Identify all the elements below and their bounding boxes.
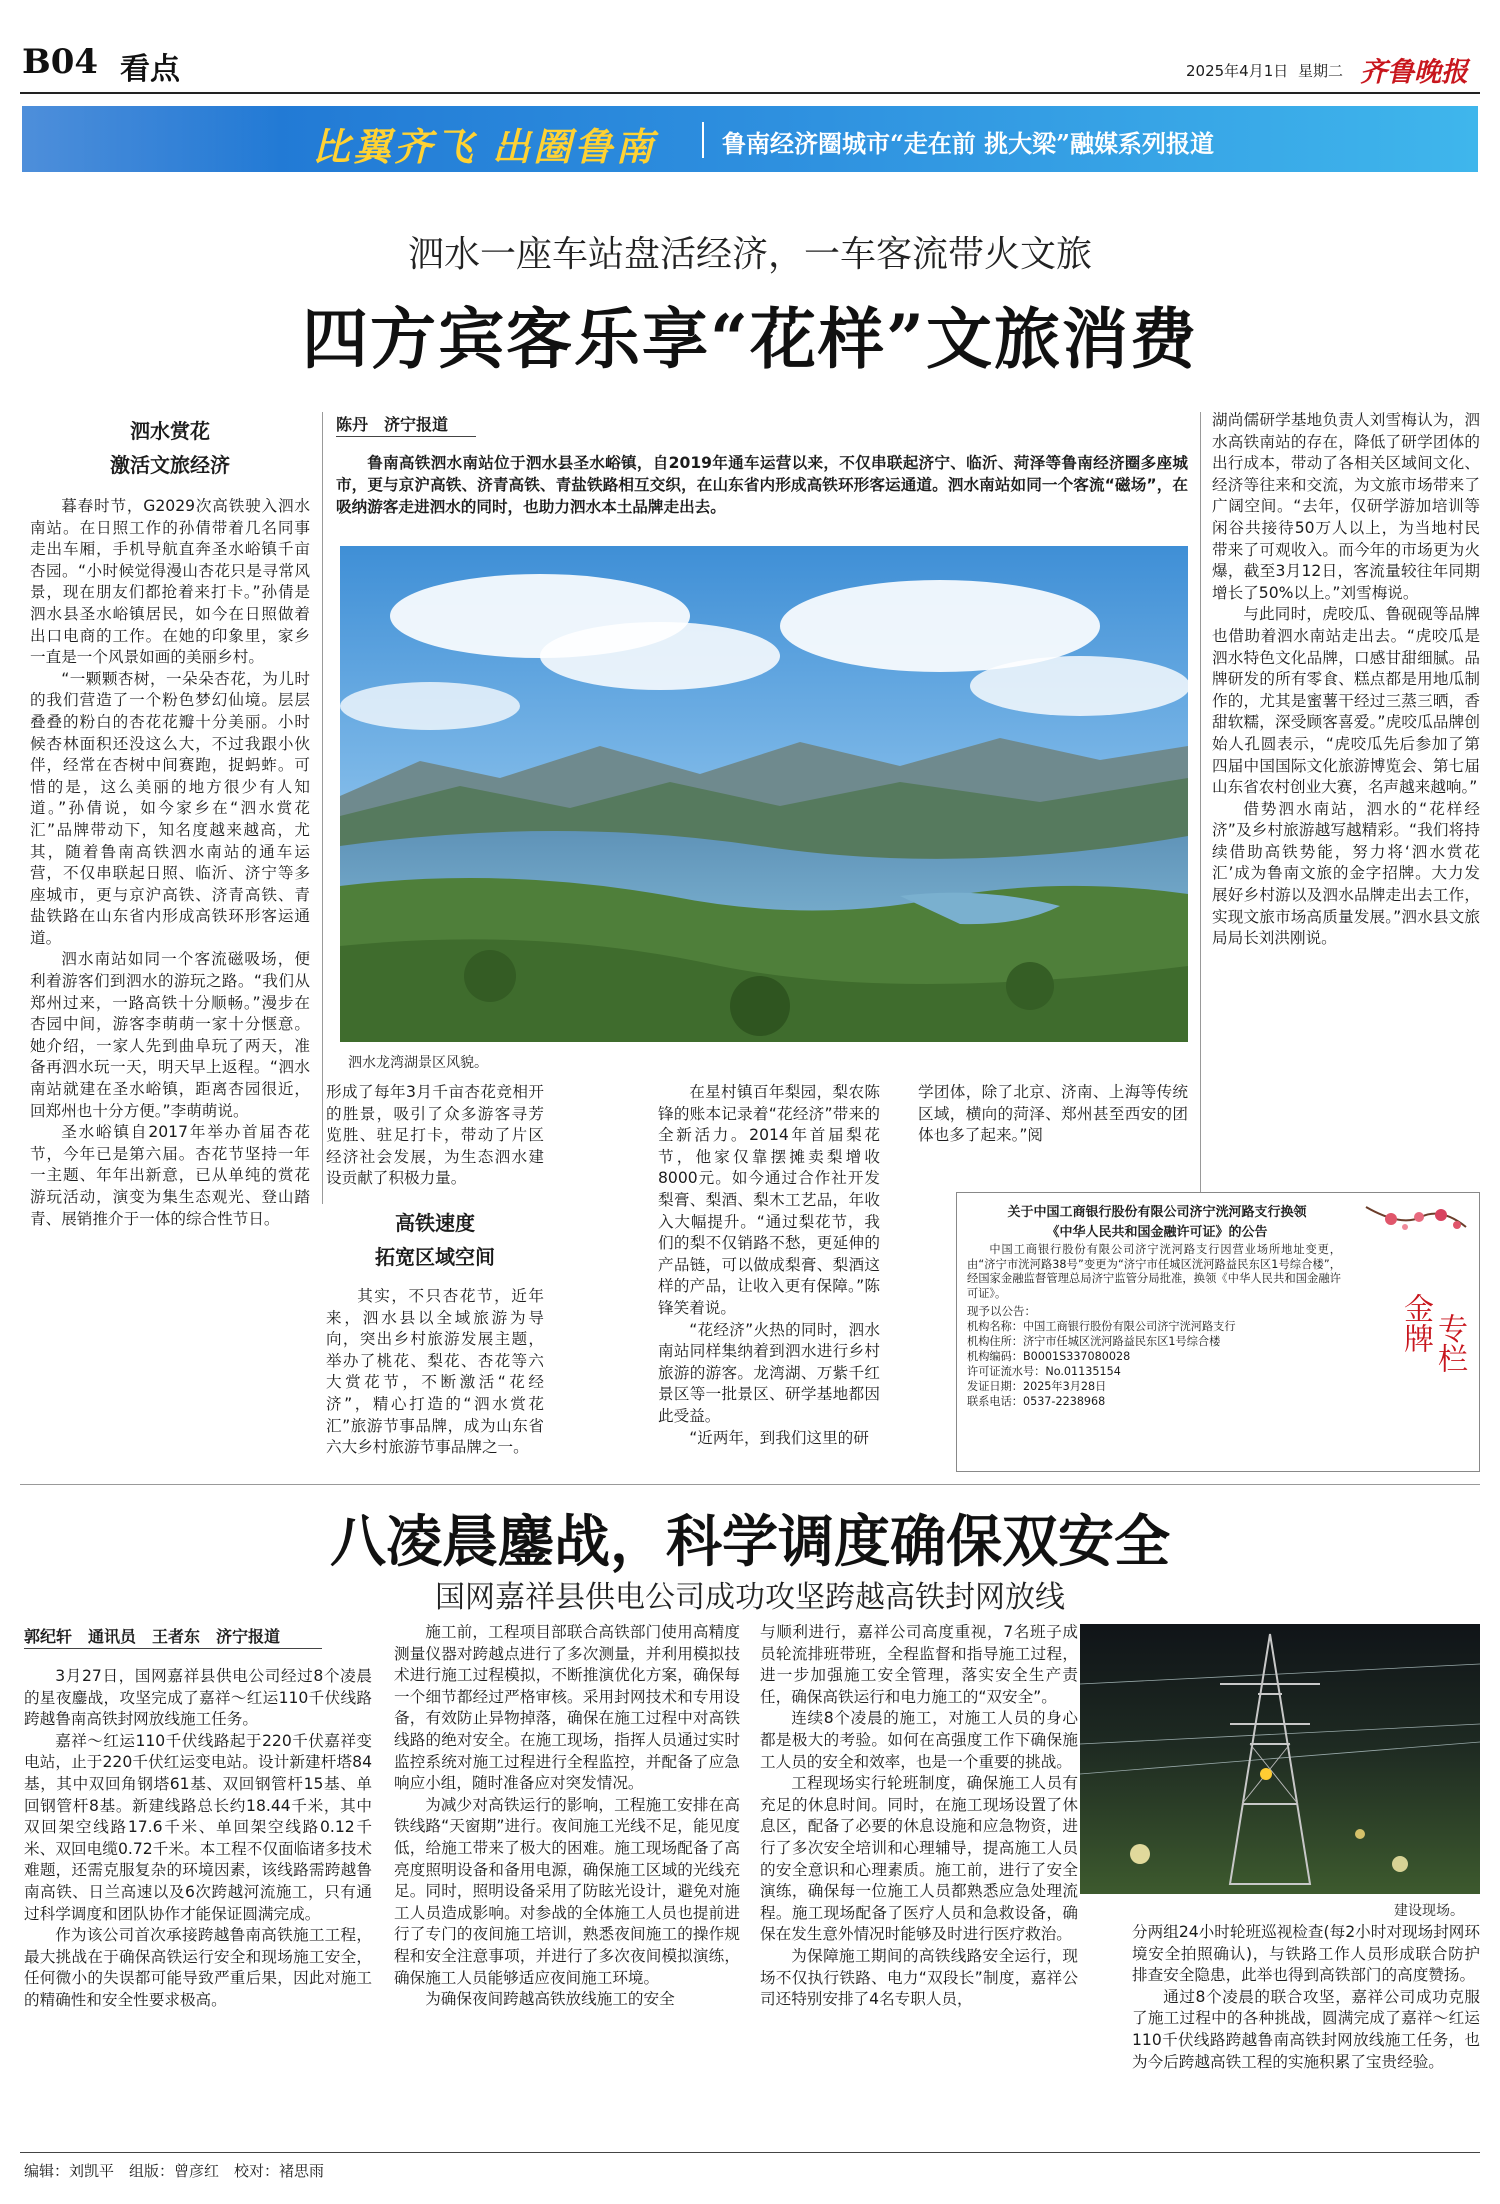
plum-blossom-icon: [1361, 1197, 1471, 1287]
paragraph: 作为该公司首次承接跨越鲁南高铁施工工程，最大挑战在于确保高铁运行安全和现场施工安全，任何微小的失误都可能导致严重后果，因此对施工的精确性和安全性要求极高。: [24, 1926, 372, 2009]
section-title: 激活文旅经济: [110, 453, 230, 477]
article2-column-3: [760, 1622, 1078, 2011]
notice-row: 联系电话：0537-2238968: [967, 1395, 1106, 1408]
section-title: 高铁速度: [395, 1210, 475, 1235]
lake-landscape-image: [340, 546, 1188, 1042]
article2-photo: [1080, 1624, 1480, 1894]
article2-photo-caption: 建设现场。: [1394, 1903, 1464, 1919]
footer-rule: [20, 2152, 1480, 2153]
article2-column-2: [394, 1622, 740, 2011]
paragraph: 学团体，除了北京、济南、上海等传统区域，横向的菏泽、郑州甚至西安的团体也多了起来。”阅: [918, 1083, 1188, 1145]
page-code: B04: [22, 42, 99, 82]
article1-column-1: [30, 414, 310, 1230]
article2-subhead: 国网嘉祥县供电公司成功攻坚跨越高铁封网放线: [435, 1580, 1065, 1615]
notice-row: 机构住所：济宁市任城区洸河路益民东区1号综合楼: [967, 1335, 1221, 1348]
paragraph: 借势泗水南站，泗水的“花样经济”及乡村旅游越写越精彩。“我们将持续借助高铁势能，努力将‘泗水赏花汇’成为鲁南文旅的金字招牌。大力发展好乡村游以及泗水品牌走出去工作，实现文旅市场高质量发展。”泗水县文旅局局长刘洪刚说。: [1212, 799, 1480, 948]
paragraph: 施工前，工程项目部联合高铁部门使用高精度测量仪器对跨越点进行了多次测量，并利用模拟技术进行施工过程模拟，不断推演优化方案，确保每一个细节都经过严格审核。采用封网技术和专用设备，有效防止异物掉落，确保在施工过程中对高铁线路的绝对安全。在施工现场，指挥人员通过实时监控系统对施工过程进行全程监控，并配备了应急响应小组，随时准备应对突发情况。: [394, 1623, 740, 1793]
article1-column-3: [658, 1082, 880, 1449]
banner-slogan: 比翼齐飞 出圈鲁南: [312, 124, 657, 169]
article1-byline: 陈丹 济宁报道: [336, 415, 449, 434]
paragraph: 分两组24小时轮班巡视检查(每2小时对现场封网环境安全拍照确认)，与铁路工作人员形成联合防护排查安全隐患，此举也得到高铁部门的高度赞扬。: [1132, 1923, 1480, 1985]
paragraph: 工程现场实行轮班制度，确保施工人员有充足的休息时间。同时，在施工现场设置了休息区，配备了必要的休息设施和应急物资，进行了多次安全培训和心理辅导，提高施工人员的安全意识和心理素质。施工前，进行了安全演练，确保每一位施工人员都熟悉应急处理流程。施工现场配备了医疗人员和急救设备，确保在发生意外情况时能够及时进行医疗救治。: [760, 1774, 1078, 1944]
byline-rule: [336, 436, 476, 437]
issue-date: 2025年4月1日: [1186, 62, 1289, 80]
byline-rule: [24, 1648, 322, 1649]
article1-photo: [340, 546, 1188, 1042]
gold-column-label: 专栏: [1432, 1313, 1467, 1373]
paragraph: 其实，不只杏花节，近年来，泗水县以全域旅游为导向，突出乡村旅游发展主题，举办了桃花、梨花、杏花等六大赏花节，不断激活“花经济”，精心打造的“泗水赏花汇”旅游节事品牌，成为山东省六大乡村旅游节事品牌之一。: [326, 1286, 544, 1457]
masthead-logo: 齐鲁晚报: [1360, 57, 1468, 88]
section-title: 泗水赏花: [130, 419, 210, 443]
paragraph: “近两年，到我们这里的研: [689, 1428, 869, 1447]
paragraph: 连续8个凌晨的施工，对施工人员的身心都是极大的考验。如何在高强度工作下确保施工人员的安全和效率，也是一个重要的挑战。: [760, 1709, 1078, 1771]
article1-kicker: 泗水一座车站盘活经济，一车客流带火文旅: [407, 234, 1092, 275]
article1-headline: 四方宾客乐享“花样”文旅消费: [302, 300, 1198, 378]
article2-column-1: [24, 1666, 372, 2012]
col-rule: [1200, 412, 1201, 1192]
article1-column-4: [918, 1082, 1188, 1147]
bank-notice: [956, 1192, 1480, 1472]
paragraph: 形成了每年3月千亩杏花竞相开的胜景，吸引了众多游客寻芳览胜、驻足打卡，带动了片区经济社会发展，为生态泗水建设贡献了积极力量。: [326, 1083, 544, 1188]
banner-divider: [702, 122, 704, 158]
paragraph: 在星村镇百年梨园，梨农陈锋的账本记录着“花经济”带来的全新活力。2014年首届梨花节，他家仅靠摆摊卖梨增收8000元。如今通过合作社开发梨膏、梨酒、梨木工艺品，年收入大幅提升。“通过梨花节，我们的梨不仅销路不愁，更延伸的产品链，可以做成梨膏、梨酒这样的产品，让收入更有保障。”陈锋笑着说。: [658, 1083, 880, 1317]
notice-row: 许可证流水号：No.01135154: [967, 1365, 1121, 1378]
article1-photo-caption: 泗水龙湾湖景区风貌。: [348, 1055, 488, 1071]
article1-lead: 鲁南高铁泗水南站位于泗水县圣水峪镇，自2019年通车运营以来，不仅串联起济宁、临沂、菏泽等鲁南经济圈多座城市，更与京沪高铁、济青高铁、青盐铁路相互交织，在山东省内形成高铁环形客运通道。泗水南站如同一个客流“磁场”，在吸纳游客走进泗水的同时，也助力泗水本土品牌走出去。: [336, 454, 1188, 516]
issue-weekday: 星期二: [1298, 62, 1344, 80]
banner-series: 鲁南经济圈城市“走在前 挑大梁”融媒系列报道: [722, 129, 1214, 158]
notice-row: 机构编码：B0001S337080028: [967, 1350, 1131, 1363]
paragraph: 为保障施工期间的高铁线路安全运行，现场不仅执行铁路、电力“双段长”制度，嘉祥公司还特别安排了4名专职人员，: [760, 1946, 1078, 2009]
paragraph: 泗水南站如同一个客流磁吸场，便利着游客们到泗水的游玩之路。“我们从郑州过来，一路高铁十分顺畅。”漫步在杏园中间，游客李萌萌一家十分惬意。她介绍，一家人先到曲阜玩了两天，准备再泗水玩一天，明天早上返程。“泗水南站就建在圣水峪镇，距离杏园很近，回郑州也十分方便。”李萌萌说。: [30, 950, 310, 1120]
notice-row: 发证日期：2025年3月28日: [967, 1380, 1107, 1393]
paragraph: 3月27日，国网嘉祥县供电公司经过8个凌晨的星夜鏖战，攻坚完成了嘉祥～红运110千伏线路跨越鲁南高铁封网放线施工任务。: [24, 1667, 372, 1729]
notice-row: 机构名称：中国工商银行股份有限公司济宁洸河路支行: [967, 1320, 1236, 1333]
article2-byline: 郭纪轩 通讯员 王者东 济宁报道: [24, 1627, 281, 1646]
header-rule: [20, 92, 1480, 94]
section-title: 拓宽区域空间: [375, 1244, 495, 1269]
col-rule: [322, 412, 323, 1204]
paragraph: 为减少对高铁运行的影响，工程施工安排在高铁线路“天窗期”进行。夜间施工光线不足，能见度低，给施工带来了极大的困难。施工现场配备了高亮度照明设备和备用电源，确保施工区域的光线充足。同时，照明设备采用了防眩光设计，避免对施工人员造成影响。对参战的全体施工人员也提前进行了专门的夜间施工培训，熟悉夜间施工的操作规程和安全注意事项，并进行了多次夜间模拟演练，确保施工人员能够适应夜间施工环境。: [394, 1795, 740, 1987]
article1-column-2: [326, 1082, 544, 1459]
editor-credits: 编辑：刘凯平 组版：曾彦红 校对：褚思雨: [24, 2162, 325, 2180]
notice-title: 关于中国工商银行股份有限公司济宁洸河路支行换领: [1007, 1205, 1307, 1220]
article2-column-4: [1132, 1922, 1480, 2073]
paragraph: 为确保夜间跨越高铁放线施工的安全: [425, 1990, 675, 2009]
series-banner: [22, 106, 1478, 172]
paragraph: 嘉祥～红运110千伏线路起于220千伏嘉祥变电站，止于220千伏红运变电站。设计新建杆塔84基，其中双回角钢塔61基、双回钢管杆15基、单回钢管杆8基。新建线路总长约18.44千米，其中双回架空线路17.6千米、单回架空线路0.12千米、双回电缆0.72千米。本工程不仅面临诸多技术难题，还需克服复杂的环境因素，该线路需跨越鲁南高铁、日兰高速以及6次跨越河流施工，只有通过科学调度和团队协作才能保证圆满完成。: [24, 1731, 372, 1923]
notice-body: 中国工商银行股份有限公司济宁洸河路支行因营业场所地址变更，由“济宁市洸河路38号”变更为“济宁市任城区洸河路益民东区1号综合楼”，经国家金融监督管理总局济宁监管分局批准，换领《中华人民共和国金融许可证》。: [967, 1243, 1341, 1300]
paragraph: “一颗颗杏树，一朵朵杏花，为儿时的我们营造了一个粉色梦幻仙境。层层叠叠的粉白的杏花花瓣十分美丽。小时候杏林面积还没这么大，不过我跟小伙伴，经常在杏树中间赛跑，捉蚂蚱。可惜的是，这么美丽的地方很少有人知道。”孙倩说，如今家乡在“泗水赏花汇”品牌带动下，知名度越来越高，尤其，随着鲁南高铁泗水南站的通车运营，不仅串联起日照、临沂、济宁等多座城市，更与京沪高铁、济青高铁、青盐铁路在山东省内形成高铁环形客运通道。: [30, 669, 310, 947]
paragraph: “花经济”火热的同时，泗水南站同样集纳着到泗水进行乡村旅游的游客。龙湾湖、万紫千红景区等一批景区、研学基地都因此受益。: [658, 1320, 880, 1425]
article2-headline: 八凌晨鏖战，科学调度确保双安全: [330, 1509, 1170, 1575]
paragraph: 暮春时节，G2029次高铁驶入泗水南站。在日照工作的孙倩带着几名同事走出车厢，手机导航直奔圣水峪镇千亩杏园。“小时候觉得漫山杏花只是寻常风景，现在朋友们都抢着来打卡。”孙倩是泗水县圣水峪镇居民，如今在日照做着出口电商的工作。在她的印象里，家乡一直是一个风景如画的美丽乡村。: [30, 497, 310, 667]
banner-decor: [22, 106, 282, 172]
paragraph: 与顺利进行，嘉祥公司高度重视，7名班子成员轮流排班带班，全程监督和指导施工过程，进一步加强施工安全管理，落实安全生产责任，确保高铁运行和电力施工的“双安全”。: [760, 1623, 1078, 1706]
notice-title: 《中华人民共和国金融许可证》的公告: [1046, 1225, 1268, 1240]
paragraph: 通过8个凌晨的联合攻坚，嘉祥公司成功克服了施工过程中的各种挑战，圆满完成了嘉祥～红运110千伏线路跨越鲁南高铁封网放线施工任务，也为今后跨越高铁工程的实施积累了宝贵经验。: [1132, 1987, 1480, 2071]
paragraph: 圣水峪镇自2017年举办首届杏花节，今年已是第六届。杏花节坚持一年一主题、年年出新意，已从单纯的赏花游玩活动，演变为集生态观光、登山踏青、展销推介于一体的综合性节日。: [30, 1123, 310, 1228]
article1-column-5: [1212, 410, 1480, 950]
section-name: 看点: [120, 52, 180, 87]
paragraph: 与此同时，虎咬瓜、鲁砚砚等品牌也借助着泗水南站走出去。“虎咬瓜是泗水特色文化品牌，口感甘甜细腻。品牌研发的所有零食、糕点都是用地瓜制作的，尤其是蜜薯干经过三蒸三晒，香甜软糯，深受顾客喜爱。”虎咬瓜品牌创始人孔圆表示，“虎咬瓜先后参加了第四届中国国际文化旅游博览会、第七届山东省农村创业大赛，名声越来越响。”: [1212, 605, 1480, 797]
paragraph: 湖尚儒研学基地负责人刘雪梅认为，泗水高铁南站的存在，降低了研学团体的出行成本，带动了各相关区域间文化、经济等往来和交流，为文旅市场带来了广阔空间。“去年，仅研学游加培训等闲谷共接待50万人以上，为当地村民带来了可观收入。而今年的市场更为火爆，截至3月12日，客流量较往年同期增长了50%以上。”刘雪梅说。: [1212, 411, 1480, 602]
notice-rows: [967, 1319, 1347, 1409]
section-rule: [20, 1484, 1480, 1485]
transmission-tower-image: [1080, 1624, 1480, 1894]
gold-column-label: 金牌: [1398, 1293, 1433, 1353]
notice-now-public: 现予以公告：: [967, 1304, 1036, 1318]
